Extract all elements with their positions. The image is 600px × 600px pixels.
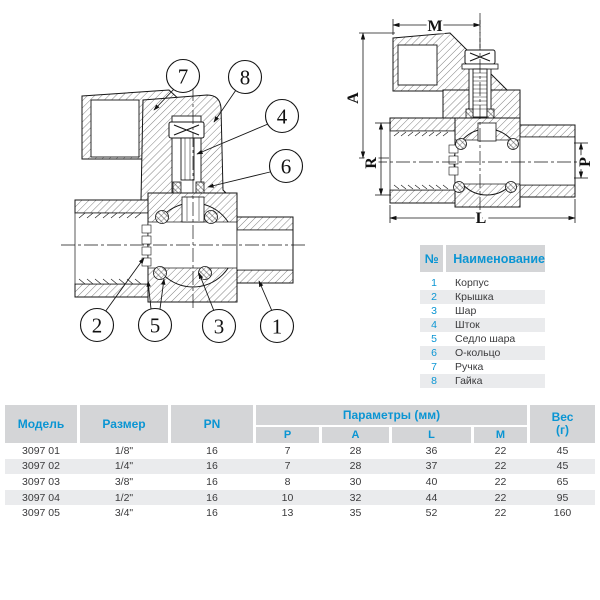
cell-size: 1/4" (114, 460, 134, 473)
callout-8 (229, 61, 262, 94)
cell-weight: 45 (556, 460, 569, 473)
spec-row (5, 505, 595, 521)
spec-header-weight-line2: (г) (556, 423, 569, 437)
parts-row (420, 360, 545, 374)
valve-section-callout-svg (55, 50, 325, 350)
svg-text:6: 6 (280, 154, 292, 179)
spec-header-pn: PN (171, 405, 253, 443)
parts-list-table (420, 245, 545, 388)
svg-text:4: 4 (276, 104, 288, 129)
cell-size: 1/2" (114, 491, 134, 504)
svg-text:3: 3 (213, 314, 225, 339)
spec-header-params-group: Параметры (мм) (256, 405, 527, 425)
dimension-label-l: L (475, 210, 487, 227)
spec-table-header (5, 405, 595, 443)
cell-m: 22 (494, 507, 507, 520)
cell-p: 7 (284, 460, 291, 473)
parts-row (420, 290, 545, 304)
cell-l: 36 (425, 444, 438, 457)
part-number: 8 (431, 375, 437, 387)
spec-header-size: Размер (80, 405, 168, 443)
cell-weight: 45 (556, 444, 569, 457)
cell-size: 3/4" (114, 507, 134, 520)
part-number: 4 (431, 319, 437, 331)
cell-m: 22 (494, 491, 507, 504)
cell-p: 7 (284, 444, 291, 457)
spec-row (5, 443, 595, 459)
parts-row (420, 304, 545, 318)
spec-header-a: A (322, 427, 389, 443)
dimension-label-m: M (427, 18, 443, 35)
cell-a: 28 (349, 444, 362, 457)
cell-p: 8 (284, 475, 291, 488)
parts-header-number: № (420, 245, 443, 272)
cell-pn: 16 (206, 475, 218, 488)
callout-5 (139, 309, 172, 342)
part-name: Гайка (455, 375, 483, 387)
cell-size: 1/8" (114, 444, 134, 457)
cell-model: 3097 04 (22, 491, 60, 504)
cell-p: 10 (281, 491, 294, 504)
svg-text:7: 7 (177, 64, 189, 89)
part-number: 3 (431, 305, 437, 317)
part-number: 2 (431, 291, 437, 303)
spec-header-weight (530, 405, 595, 443)
cell-l: 40 (425, 475, 438, 488)
valve-body-dimension-section (373, 13, 588, 212)
svg-text:2: 2 (91, 313, 103, 338)
cell-weight: 65 (556, 475, 569, 488)
svg-text:5: 5 (149, 313, 161, 338)
cell-p: 13 (281, 507, 294, 520)
part-number: 5 (431, 333, 437, 345)
cell-model: 3097 02 (22, 460, 60, 473)
part-number: 1 (431, 277, 437, 289)
part-name: Шток (455, 319, 480, 331)
cell-a: 30 (349, 475, 362, 488)
cell-l: 37 (425, 460, 438, 473)
valve-body-section (61, 64, 307, 310)
cell-m: 22 (494, 475, 507, 488)
part-name: Ручка (455, 361, 484, 373)
parts-row (420, 374, 545, 388)
spec-header-m: M (474, 427, 527, 443)
callout-7 (167, 60, 200, 93)
dimension-label-p: P (577, 157, 594, 167)
callout-6 (270, 150, 303, 183)
parts-header-name: Наименование (446, 245, 545, 272)
cell-pn: 16 (206, 444, 218, 457)
spec-row (5, 459, 595, 475)
cell-weight: 160 (553, 507, 572, 520)
parts-row (420, 332, 545, 346)
cell-a: 32 (349, 491, 362, 504)
cell-model: 3097 03 (22, 475, 60, 488)
cell-pn: 16 (206, 491, 218, 504)
cell-l: 44 (425, 491, 438, 504)
svg-text:8: 8 (239, 65, 251, 90)
dimensioned-sectional-view (345, 5, 595, 230)
cell-pn: 16 (206, 507, 218, 520)
spec-row (5, 490, 595, 506)
specification-table (5, 405, 595, 521)
part-number: 7 (431, 361, 437, 373)
parts-row (420, 346, 545, 360)
cell-a: 35 (349, 507, 362, 520)
part-name: Седло шара (455, 333, 516, 345)
callout-4 (266, 100, 299, 133)
spec-header-weight-line1: Вес (551, 410, 574, 424)
callout-2 (81, 309, 114, 342)
part-name: Шар (455, 305, 477, 317)
cell-m: 22 (494, 460, 507, 473)
part-name: Крышка (455, 291, 494, 303)
spec-header-p: P (256, 427, 319, 443)
cell-size: 3/8" (114, 475, 134, 488)
cell-l: 52 (425, 507, 438, 520)
parts-table-header (420, 245, 545, 272)
parts-row (420, 318, 545, 332)
dimension-label-r: R (363, 157, 380, 169)
parts-table-body (420, 276, 545, 388)
parts-row (420, 276, 545, 290)
cell-a: 28 (349, 460, 362, 473)
cell-model: 3097 05 (22, 507, 60, 520)
part-name: О-кольцо (455, 347, 501, 359)
spec-row (5, 474, 595, 490)
cell-weight: 95 (556, 491, 569, 504)
cell-model: 3097 01 (22, 444, 60, 457)
spec-table-body (5, 443, 595, 521)
part-name: Корпус (455, 277, 489, 289)
sectional-view-with-callouts (55, 50, 325, 350)
svg-text:1: 1 (271, 314, 283, 339)
cell-m: 22 (494, 444, 507, 457)
spec-header-model: Модель (5, 405, 77, 443)
spec-header-l: L (392, 427, 471, 443)
callout-3 (203, 310, 236, 343)
part-number: 6 (431, 347, 437, 359)
callout-1 (261, 310, 294, 343)
cell-pn: 16 (206, 460, 218, 473)
dimension-label-a: A (345, 92, 362, 104)
valve-dimension-svg (345, 5, 595, 230)
